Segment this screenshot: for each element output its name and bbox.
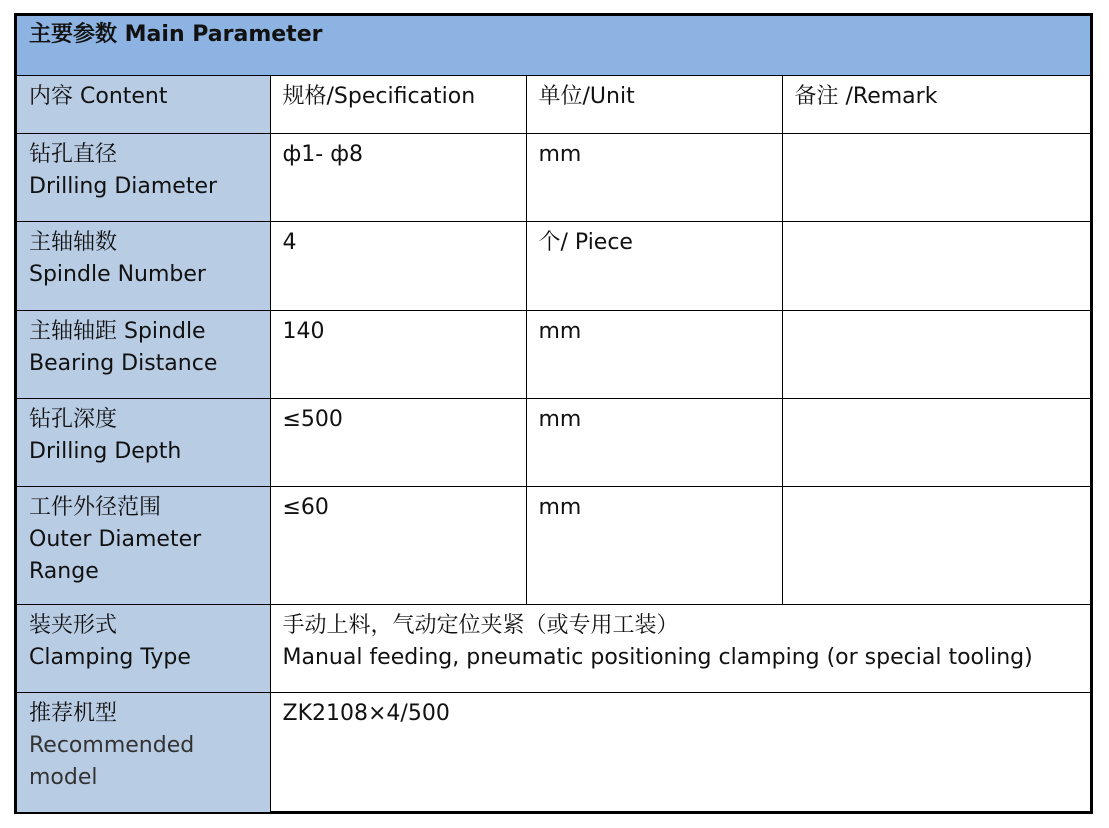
clamping-value-en: Manual feeding, pneumatic positioning clamping (or special tooling) (282, 644, 1033, 670)
row-spec: 4 (270, 221, 526, 310)
row-label (17, 398, 270, 486)
row-label-en: Drilling Depth (29, 438, 182, 464)
clamping-label-en: Clamping Type (29, 644, 191, 670)
row-label-cn: 主轴轴数 (29, 229, 118, 255)
parameter-table-frame (14, 13, 1093, 814)
row-spec: ≤500 (270, 398, 526, 486)
row-unit: 个/ Piece (526, 221, 782, 310)
row-label (17, 604, 270, 692)
row-label (17, 486, 270, 604)
row-remark (782, 221, 1090, 310)
table-row (17, 133, 1090, 221)
row-remark (782, 398, 1090, 486)
row-label-en: Spindle Number (29, 261, 206, 287)
row-remark (782, 133, 1090, 221)
row-unit: mm (526, 398, 782, 486)
row-label-cn: 钻孔直径 (29, 141, 118, 167)
model-row (17, 692, 1090, 812)
table-title: 主要参数 Main Parameter (17, 16, 1090, 75)
row-label-en: Outer Diameter Range (29, 526, 202, 584)
row-label (17, 221, 270, 310)
row-label-cn: 钻孔深度 (29, 406, 118, 432)
table-row (17, 221, 1090, 310)
row-unit: mm (526, 133, 782, 221)
header-specification: 规格/Specification (270, 75, 526, 133)
clamping-value-cn: 手动上料，气动定位夹紧（或专用工装） (282, 612, 679, 638)
row-remark (782, 310, 1090, 398)
model-label-cn: 推荐机型 (29, 700, 118, 726)
clamping-row (17, 604, 1090, 692)
row-label-en: Bearing Distance (29, 350, 218, 376)
clamping-label-cn: 装夹形式 (29, 612, 118, 638)
row-spec: 140 (270, 310, 526, 398)
row-label (17, 133, 270, 221)
table-row (17, 486, 1090, 604)
clamping-value (270, 604, 1090, 692)
header-row (17, 75, 1090, 133)
row-label-en: Drilling Diameter (29, 173, 218, 199)
model-label-en: Recommended model (29, 732, 195, 790)
row-label-cn: 主轴轴距 Spindle (29, 318, 206, 344)
table-row (17, 398, 1090, 486)
header-remark: 备注 /Remark (782, 75, 1090, 133)
row-remark (782, 486, 1090, 604)
row-unit: mm (526, 310, 782, 398)
header-unit: 单位/Unit (526, 75, 782, 133)
header-content: 内容 Content (17, 75, 270, 133)
row-label (17, 692, 270, 812)
row-label (17, 310, 270, 398)
row-unit: mm (526, 486, 782, 604)
main-parameter-table (17, 16, 1090, 812)
row-spec: ф1- ф8 (270, 133, 526, 221)
table-row (17, 310, 1090, 398)
model-value: ZK2108×4/500 (270, 692, 1090, 812)
row-spec: ≤60 (270, 486, 526, 604)
row-label-cn: 工件外径范围 (29, 494, 162, 520)
